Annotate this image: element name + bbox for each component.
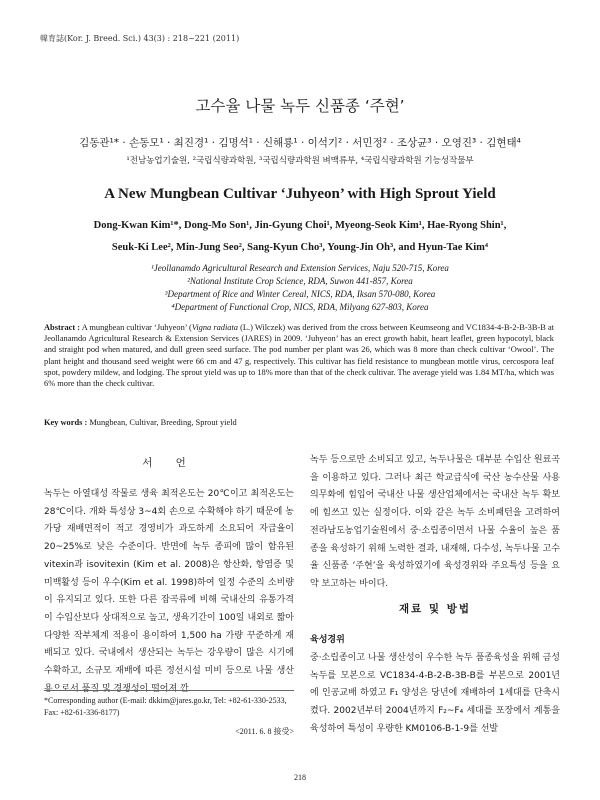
affiliation-2: ²National Institute Crop Science, RDA, Suwon 441-857, Korea [187, 276, 413, 286]
abstract-text-1: A mungbean cultivar ‘Juhyeon’ ( [81, 323, 192, 332]
footnote-divider [44, 690, 294, 691]
abstract [44, 322, 554, 389]
english-title: A New Mungbean Cultivar ‘Juhyeon’ with High Sprout Yield [104, 186, 496, 202]
english-authors [60, 215, 540, 259]
abstract-text-2: (L.) Wilczek) was derived from the cross between Keumseong and VC1834-4-B-2-B-3B-B at Jeollanamdo Agricultural Research & Extension Services (JARES) in 2009. ‘Juhyeon’ has an erect growth habit, heart leaflet, green hypocotyl, black and straight pod when matured, and dull green seed surface. The pod number per plant was 26, which was 8 more than check cultivar ‘Owool’. The plant height and thousand seed weight were 66 cm and 47 g, respectively. This cultivar has field resistance to mungbean mottle virus, cercospora leaf spot, powdery mildew, and lodging. The sprout yield was up to 18% more than that of the check cultivar. The average yield was 1.84 MT/ha, which was 6% more than the check cultivar. [44, 323, 554, 389]
methods-heading: 재료 및 방법 [398, 603, 472, 615]
col2-paragraph: 녹두 등으로만 소비되고 있고, 녹두나물은 대부분 수입산 원료곡을 이용하고 있다. 그러나 최근 학교급식에 국산 농수산물 사용 의무화에 힘입어 국내산 나물 생산업체에서는 국내산 녹두 확보에 힘쓰고 있는 실정이다. 이와 같은 녹두 소비패턴을 고려하여 전라남도농업기술원에서 중·소립종이면서 나물 수율이 높은 품종을 육성하기 위해 노력한 결과, 내재해, 다수성, 녹두나물 고수율 신품종 ‘주현’을 육성하였기에 육성경위와 주요특성 등을 요약 보고하는 바이다. [310, 455, 560, 589]
keywords [44, 418, 554, 427]
intro-paragraph: 녹두는 아열대성 작물로 생육 최적온도는 20℃이고 최적온도는 28℃이다. 개화 특성상 3~4회 손으로 수확해야 하기 때문에 농가당 재배면적이 적고 경영비가 과도하게 소요되어 자급율이 20~25%로 낮은 수준이다. 반면에 녹두 종피에 많이 함유된 vitexin과 isovitexin (Kim et al. 2008)은 항산화, 항염증 및 미백활성 등이 우수(Kim et al. 1998)하여 일정 수준의 소비량이 유지되고 있다. 또한 다른 잡곡류에 비해 국내산의 유통가격이 수입산보다 상대적으로 높고, 생육기간이 100일 내외로 짧아 다양한 작부체계 적용이 용이하여 1,500 ha 가량 꾸준하게 재배되고 있다. 국내에서 생산되는 녹두는 강우량이 많은 시기에 수확하고, 소규모 재배에 따른 정선시설 미비 등으로 나물 생산용으로서 품질 및 경쟁성이 떨어져 깐 [44, 489, 294, 694]
affiliation-1: ¹Jeollanamdo Agricultural Research and Extension Services, Naju 520-715, Korea [151, 263, 449, 273]
intro-heading: 서 언 [142, 457, 196, 469]
received-date: <2011. 6. 8 接受> [235, 727, 294, 736]
keywords-label: Key words : [44, 418, 88, 427]
affiliation-4: ⁴Department of Functional Crop, NICS, RDA, Milyang 627-803, Korea [171, 302, 429, 312]
english-affiliations [60, 262, 540, 314]
english-authors-line-1: Dong-Kwan Kim¹*, Dong-Mo Son¹, Jin-Gyung Choi¹, Myeong-Seok Kim¹, Hae-Ryong Shin¹, [93, 220, 507, 231]
abstract-species: Vigna radiata [191, 323, 238, 332]
page-number: 218 [294, 773, 306, 782]
abstract-label: Abstract : [44, 323, 81, 332]
corresponding-author-footnote: *Corresponding author (E-mail: dkkim@jares.go.kr, Tel: +82-61-330-2533, Fax: +82-61-336-8177) [44, 696, 287, 717]
english-authors-line-2: Seuk-Ki Lee², Min-Jung Seo², Sang-Kyun Cho³, Young-Jin Oh³, and Hyun-Tae Kim⁴ [111, 242, 489, 253]
korean-affiliations: ¹전남농업기술원, ²국립식량과학원, ³국립식량과학원 벼맥류부, ⁴국립식량과학원 기능성작물부 [126, 156, 474, 166]
keywords-text: Mungbean, Cultivar, Breeding, Sprout yield [89, 418, 237, 427]
korean-authors: 김동관¹* · 손동모¹ · 최진경¹ · 김명석¹ · 신해룡¹ · 이석기² · 서민정² · 조상균³ · 오영진³ · 김현태⁴ [79, 137, 521, 149]
methods-paragraph: 중·소립종이고 나물 생산성이 우수한 녹두 품종육성을 위해 금성녹두를 모본으로 VC1834-4-B-2-B-3B-B를 부본으로 2001년에 인공교배 하였고 F₁ 양성은 당년에 재배하여 1세대를 단축시켰다. 2002년부터 2004년까지 F₂~F₄ 세대를 포장에서 계통을 육성하여 특성이 우량한 KM0106-B-1-9를 선발 [310, 653, 560, 734]
breeding-history-subheading: 육성경위 [310, 635, 345, 645]
journal-header: 韓育誌(Kor. J. Breed. Sci.) 43(3) : 218~221 (2011) [40, 34, 240, 43]
affiliation-3: ³Department of Rice and Winter Cereal, NICS, RDA, Iksan 570-080, Korea [164, 289, 436, 299]
korean-title: 고수율 나물 녹두 신품종 ‘주현’ [195, 97, 405, 115]
